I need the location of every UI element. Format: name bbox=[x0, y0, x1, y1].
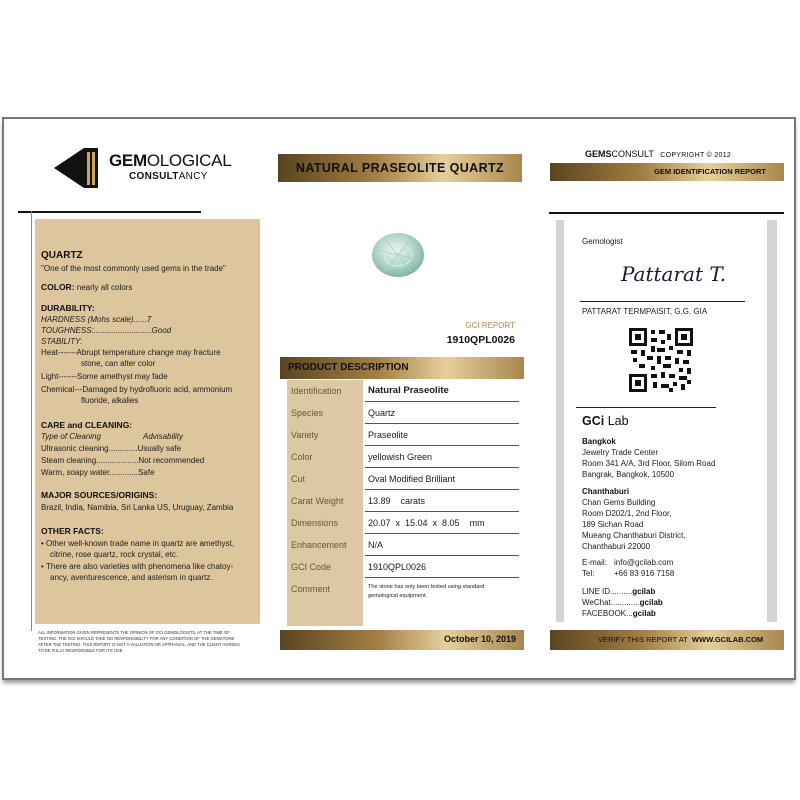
row-color bbox=[287, 446, 519, 468]
gemsconsult-header: GEMSCONSULT COPYRIGHT © 2012 bbox=[585, 149, 732, 159]
gemologist-signature: Pattarat T. bbox=[621, 262, 727, 286]
gemologist-label: Gemologist bbox=[582, 237, 623, 246]
chemical-line: Chemical---Damaged by hydrofluoric acid, ammonium bbox=[41, 385, 233, 394]
gemologist-name: PATTARAT TERMPAISIT, G.G. GIA bbox=[582, 307, 708, 316]
logo-divider bbox=[18, 211, 201, 213]
care-col1: Type of Cleaning bbox=[41, 432, 101, 441]
sources-line: Brazil, India, Namibia, Sri Lanka US, Uruguay, Zambia bbox=[41, 503, 234, 512]
gemstone-photo bbox=[370, 230, 426, 280]
sources-heading: MAJOR SOURCES/ORIGINS: bbox=[41, 490, 158, 500]
row-label: Variety bbox=[287, 424, 363, 446]
row-label: Dimensions bbox=[287, 512, 363, 534]
comment-text: The stone has only been tested using standard gemological equipment. bbox=[368, 584, 485, 599]
row-carat-weight bbox=[287, 490, 519, 512]
row-label: Species bbox=[287, 402, 363, 424]
gem-logo-icon bbox=[54, 146, 104, 192]
social-facebook: FACEBOOK...gcilab bbox=[582, 609, 656, 618]
right-stripe-left bbox=[556, 220, 564, 622]
lab-divider bbox=[576, 407, 716, 408]
email-link[interactable]: info@gcilab.com bbox=[614, 558, 674, 567]
logo-subtitle: CONSULTANCY bbox=[129, 171, 208, 182]
right-stripe-right bbox=[767, 220, 777, 622]
care-heading: CARE and CLEANING: bbox=[41, 420, 133, 430]
row-label: Identification bbox=[287, 380, 363, 402]
heat-line: Heat-------Abrupt temperature change may fracture bbox=[41, 348, 221, 357]
care-warm: Warm, soapy water.............Safe bbox=[41, 468, 155, 477]
fact-1-cont: citrine, rose quartz, rock crystal, etc. bbox=[50, 550, 179, 559]
gem-id-report-bar bbox=[550, 163, 784, 181]
row-enhancement bbox=[287, 534, 519, 556]
heat-line-cont: stone, can alter color bbox=[81, 359, 156, 368]
bullet-icon: • bbox=[41, 539, 47, 548]
toughness-line: TOUGHNESS:..........................Good bbox=[41, 326, 172, 335]
disclaimer: ALL INFORMATION GIVEN REPRESENTS THE OPINION OF GCI GEMOLOGISTS, AT THE TIME OF TESTING. THE GCI SHOULD TAKE NO RESPONSIBILITY FOR ANY CONDITION OF THE GEMSTONE AFTER THE TESTING. THIS REPORT IS NOT A VALUATION OR APPRAISAL, AND THE CLIENT AGREES TO BE FULLY RESPONSIBLE FOR ITS USE. bbox=[38, 630, 240, 653]
fact-2: • There are also varieties with phenomena like chatoy- bbox=[41, 562, 234, 571]
fact-1: • Other well-known trade name in quartz are amethyst, bbox=[41, 539, 235, 548]
row-value: Oval Modified Brilliant bbox=[365, 468, 519, 490]
row-label: Cut bbox=[287, 468, 363, 490]
row-value: 20.07 x 15.04 x 8.05 mm bbox=[365, 512, 519, 534]
row-value: 13.89 carats bbox=[365, 490, 519, 512]
report-title: NATURAL PRASEOLITE QUARTZ bbox=[295, 161, 505, 175]
contact-tel: Tel: +66 83 916 7158 bbox=[582, 569, 675, 578]
color-line: COLOR: nearly all colors bbox=[41, 282, 133, 292]
gci-report-label: GCI REPORT bbox=[465, 321, 515, 330]
quartz-title: QUARTZ bbox=[41, 250, 83, 261]
date-bar bbox=[280, 630, 524, 650]
social-wechat: WeChat.............gcilab bbox=[582, 598, 663, 607]
facts-heading: OTHER FACTS: bbox=[41, 526, 104, 536]
gci-report-number: 1910QPL0026 bbox=[446, 334, 515, 346]
verify-url-link[interactable]: WWW.GCILAB.COM bbox=[691, 635, 764, 644]
durability-heading: DURABILITY: bbox=[41, 303, 95, 313]
social-line: LINE ID..........gcilab bbox=[582, 587, 656, 596]
product-description-bar bbox=[280, 357, 524, 379]
quartz-quote: "One of the most commonly used gems in the trade" bbox=[41, 264, 226, 273]
gci-lab-title: GCi Lab bbox=[582, 414, 629, 428]
row-gci-code bbox=[287, 556, 519, 578]
row-dimensions bbox=[287, 512, 519, 534]
row-identification bbox=[287, 380, 519, 402]
fact-2-cont: ancy, aventurescence, and asterism in quartz. bbox=[50, 573, 213, 582]
row-label: Enhancement bbox=[287, 534, 363, 556]
report-title-bar bbox=[278, 154, 522, 182]
chemical-line-cont: fluoride, alkalies bbox=[81, 396, 139, 405]
stability-label: STABILITY: bbox=[41, 337, 83, 346]
row-value: Praseolite bbox=[365, 424, 519, 446]
row-species bbox=[287, 402, 519, 424]
verify-text: VERIFY THIS REPORT AT WWW.GCILAB.COM bbox=[598, 635, 764, 644]
product-description-title: PRODUCT DESCRIPTION bbox=[288, 362, 409, 373]
hardness-line: HARDNESS (Mohs scale)......7 bbox=[41, 315, 152, 324]
row-cut bbox=[287, 468, 519, 490]
care-ultrasonic: Ultrasonic cleaning.............Usually safe bbox=[41, 444, 182, 453]
row-label: Color bbox=[287, 446, 363, 468]
row-value: Natural Praseolite bbox=[365, 380, 519, 402]
qr-code-icon[interactable] bbox=[629, 328, 693, 392]
row-label: GCI Code bbox=[287, 556, 363, 578]
gem-id-report-title: GEM IDENTIFICATION REPORT bbox=[654, 167, 766, 176]
row-value: yellowish Green bbox=[365, 446, 519, 468]
logo-wordmark: GEMOLOGICAL bbox=[109, 151, 232, 170]
row-comment bbox=[287, 578, 519, 626]
bangkok-address: Bangkok Jewelry Trade Center Room 341 A/A, 3rd Floor, Silom Road Bangrak, Bangkok, 10500 bbox=[582, 437, 716, 479]
verify-bar bbox=[550, 630, 784, 650]
row-variety bbox=[287, 424, 519, 446]
report-date: October 10, 2019 bbox=[443, 634, 516, 644]
left-vertical-rule bbox=[31, 211, 32, 631]
row-value: N/A bbox=[365, 534, 519, 556]
row-label: Carat Weight bbox=[287, 490, 363, 512]
care-col2: Advisability bbox=[143, 432, 184, 441]
row-value: Quartz bbox=[365, 402, 519, 424]
care-steam: Steam cleaning...................Not recommended bbox=[41, 456, 205, 465]
row-value: 1910QPL0026 bbox=[365, 556, 519, 578]
bullet-icon: • bbox=[41, 562, 47, 571]
chanthaburi-address: Chanthaburi Chan Gems Building Room D202/1, 2nd Floor, 189 Sichan Road Mueang Chanthaburi District, Chanthaburi 22000 bbox=[582, 487, 686, 551]
row-label: Comment bbox=[287, 578, 363, 626]
contact-email: E-mail: info@gcilab.com bbox=[582, 558, 674, 567]
right-divider bbox=[549, 212, 784, 214]
light-line: Light-------Some amethyst may fade bbox=[41, 372, 168, 381]
signature-line bbox=[580, 301, 745, 302]
